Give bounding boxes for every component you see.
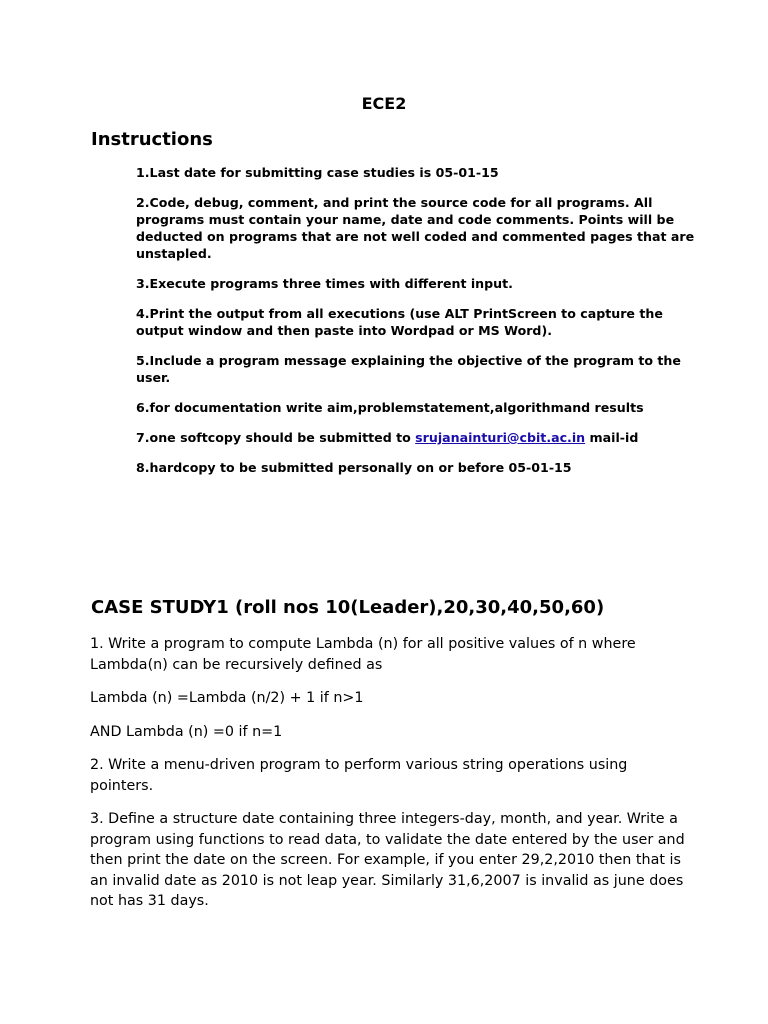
instruction-item-5: 5.Include a program message explaining the objective of the program to the user. — [136, 353, 681, 385]
instruction-item-7-prefix: 7.one softcopy should be submitted to — [136, 430, 416, 445]
instruction-item-1: 1.Last date for submitting case studies is 05-01-15 — [136, 165, 499, 180]
case-paragraph-5: 3. Define a structure date containing three integers-day, month, and year. Write a program using functions to read data, to validate the date entered by the user and then print the date on the screen. For example, if you enter 29,2,2010 then that is an invalid date as 2010 is not leap year. Similarly 31,6,2007 is invalid as june does not has 31 days. — [90, 811, 685, 909]
instruction-item-8: 8.hardcopy to be submitted personally on or before 05-01-15 — [136, 460, 572, 475]
instruction-item-2: 2.Code, debug, comment, and print the source code for all programs. All programs must contain your name, date and code comments. Points will be deducted on programs that are not well coded and commented pages that are unstapled. — [136, 195, 695, 261]
instruction-item-7 — [136, 429, 696, 446]
instructions-heading: Instructions — [91, 129, 213, 150]
case-paragraph-4: 2. Write a menu-driven program to perform various string operations using pointers. — [90, 757, 628, 794]
instruction-item-7-suffix: mail-id — [585, 430, 639, 445]
email-link[interactable]: srujanainturi@cbit.ac.in — [415, 430, 586, 445]
case-study-heading: CASE STUDY1 (roll nos 10(Leader),20,30,40,50,60) — [91, 597, 605, 618]
instruction-item-6: 6.for documentation write aim,problemstatement,algorithmand results — [136, 400, 644, 415]
instruction-item-4: 4.Print the output from all executions (use ALT PrintScreen to capture the output window and then paste into Wordpad or MS Word). — [136, 306, 663, 338]
instruction-item-3: 3.Execute programs three times with different input. — [136, 276, 513, 291]
page-title: ECE2 — [361, 94, 407, 113]
instructions-list — [136, 164, 696, 489]
case-paragraph-2: Lambda (n) =Lambda (n/2) + 1 if n>1 — [90, 690, 364, 706]
case-paragraph-3: AND Lambda (n) =0 if n=1 — [90, 723, 283, 740]
case-study-body — [90, 634, 690, 925]
case-paragraph-1: 1. Write a program to compute Lambda (n) for all positive values of n where Lambda(n) can be recursively defined as — [90, 636, 636, 673]
